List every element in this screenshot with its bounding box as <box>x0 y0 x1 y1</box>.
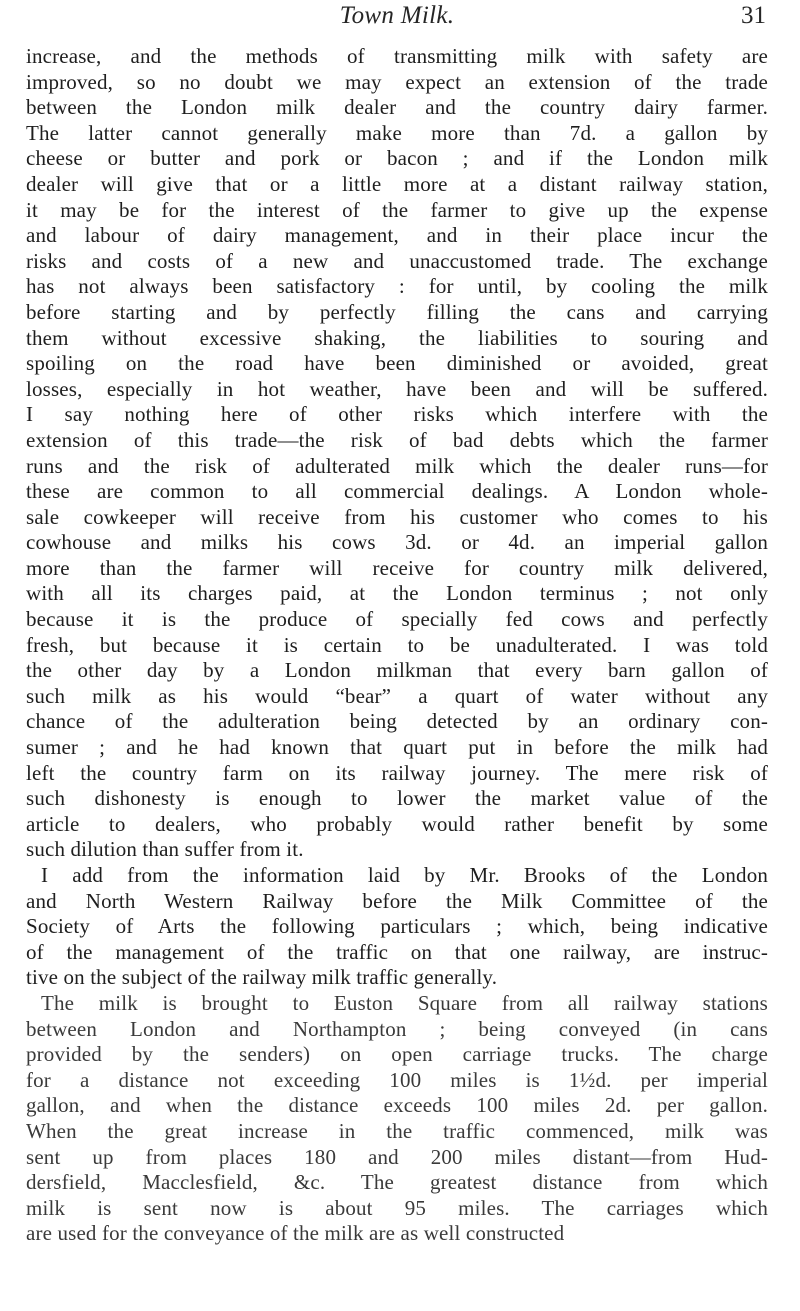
text-line: for a distance not exceeding 100 miles is 1½d. per imperial <box>26 1067 768 1092</box>
text-line: cowhouse and milks his cows 3d. or 4d. an imperial gallon <box>26 530 768 555</box>
text-line: extension of this trade—the risk of bad debts which the farmer <box>26 427 768 452</box>
text-line: increase, and the methods of transmitting milk with safety are <box>26 44 768 68</box>
text-line: The latter cannot generally make more than 7d. a gallon by <box>26 120 768 145</box>
text-line: runs and the risk of adulterated milk which the dealer runs—for <box>26 453 768 478</box>
text-line: chance of the adulteration being detected by an ordinary con- <box>26 709 768 734</box>
text-line: milk is sent now is about 95 miles. The carriages which <box>26 1195 768 1220</box>
text-line: between the London milk dealer and the country dairy farmer. <box>26 95 768 120</box>
text-line: such milk as his would “bear” a quart of water without any <box>26 683 768 708</box>
text-line: and labour of dairy management, and in their place incur the <box>26 223 768 248</box>
text-line: with all its charges paid, at the London terminus ; not only <box>26 581 768 606</box>
text-line: such dishonesty is enough to lower the market value of the <box>26 786 768 811</box>
text-line: them without excessive shaking, the liabilities to souring and <box>26 325 768 350</box>
text-line: article to dealers, who probably would rather benefit by some <box>26 811 768 836</box>
text-line: are used for the conveyance of the milk are as well constructed <box>26 1221 565 1246</box>
text-line: these are common to all commercial dealings. A London whole- <box>26 479 768 504</box>
text-line: dealer will give that or a little more at a distant railway station, <box>26 171 768 196</box>
text-line: When the great increase in the traffic commenced, milk was <box>26 1118 768 1143</box>
paragraph <box>26 44 768 863</box>
text-line: because it is the produce of specially fed cows and perfectly <box>26 607 768 632</box>
text-line: I say nothing here of other risks which interfere with the <box>26 402 768 427</box>
text-line: before starting and by perfectly filling the cans and carrying <box>26 299 768 324</box>
text-line: sumer ; and he had known that quart put in before the milk had <box>26 735 768 760</box>
running-head <box>26 0 768 40</box>
body-text <box>26 44 768 1247</box>
page-number: 31 <box>741 2 766 29</box>
text-line: such dilution than suffer from it. <box>26 837 304 862</box>
text-line: provided by the senders) on open carriage trucks. The charge <box>26 1042 768 1067</box>
text-line: between London and Northampton ; being conveyed (in cans <box>26 1016 768 1041</box>
text-line: Society of Arts the following particulars ; which, being indicative <box>26 914 768 939</box>
text-line: sent up from places 180 and 200 miles distant—from Hud- <box>26 1144 768 1169</box>
paragraph <box>26 991 768 1247</box>
text-line: cheese or butter and pork or bacon ; and if the London milk <box>26 146 768 171</box>
text-line: tive on the subject of the railway milk traffic generally. <box>26 965 498 990</box>
book-page <box>26 0 768 1311</box>
text-line: gallon, and when the distance exceeds 100 miles 2d. per gallon. <box>26 1093 768 1118</box>
text-line: The milk is brought to Euston Square from all railway stations <box>41 990 768 1015</box>
text-line: and North Western Railway before the Milk Committee of the <box>26 888 768 913</box>
text-line: spoiling on the road have been diminished or avoided, great <box>26 351 768 376</box>
text-line: left the country farm on its railway journey. The mere risk of <box>26 760 768 785</box>
text-line: has not always been satisfactory : for until, by cooling the milk <box>26 274 768 299</box>
text-line: fresh, but because it is certain to be unadulterated. I was told <box>26 632 768 657</box>
running-title: Town Milk. <box>339 2 455 29</box>
text-line: I add from the information laid by Mr. Brooks of the London <box>41 863 768 887</box>
paragraph <box>26 863 768 991</box>
text-line: more than the farmer will receive for country milk delivered, <box>26 555 768 580</box>
text-line: risks and costs of a new and unaccustomed trade. The exchange <box>26 248 768 273</box>
text-line: sale cowkeeper will receive from his customer who comes to his <box>26 504 768 529</box>
text-line: of the management of the traffic on that one railway, are instruc- <box>26 939 768 964</box>
text-line: losses, especially in hot weather, have been and will be suffered. <box>26 376 768 401</box>
text-line: dersfield, Macclesfield, &c. The greatest distance from which <box>26 1170 768 1195</box>
text-line: the other day by a London milkman that every barn gallon of <box>26 658 768 683</box>
text-line: improved, so no doubt we may expect an extension of the trade <box>26 69 768 94</box>
text-line: it may be for the interest of the farmer to give up the expense <box>26 197 768 222</box>
